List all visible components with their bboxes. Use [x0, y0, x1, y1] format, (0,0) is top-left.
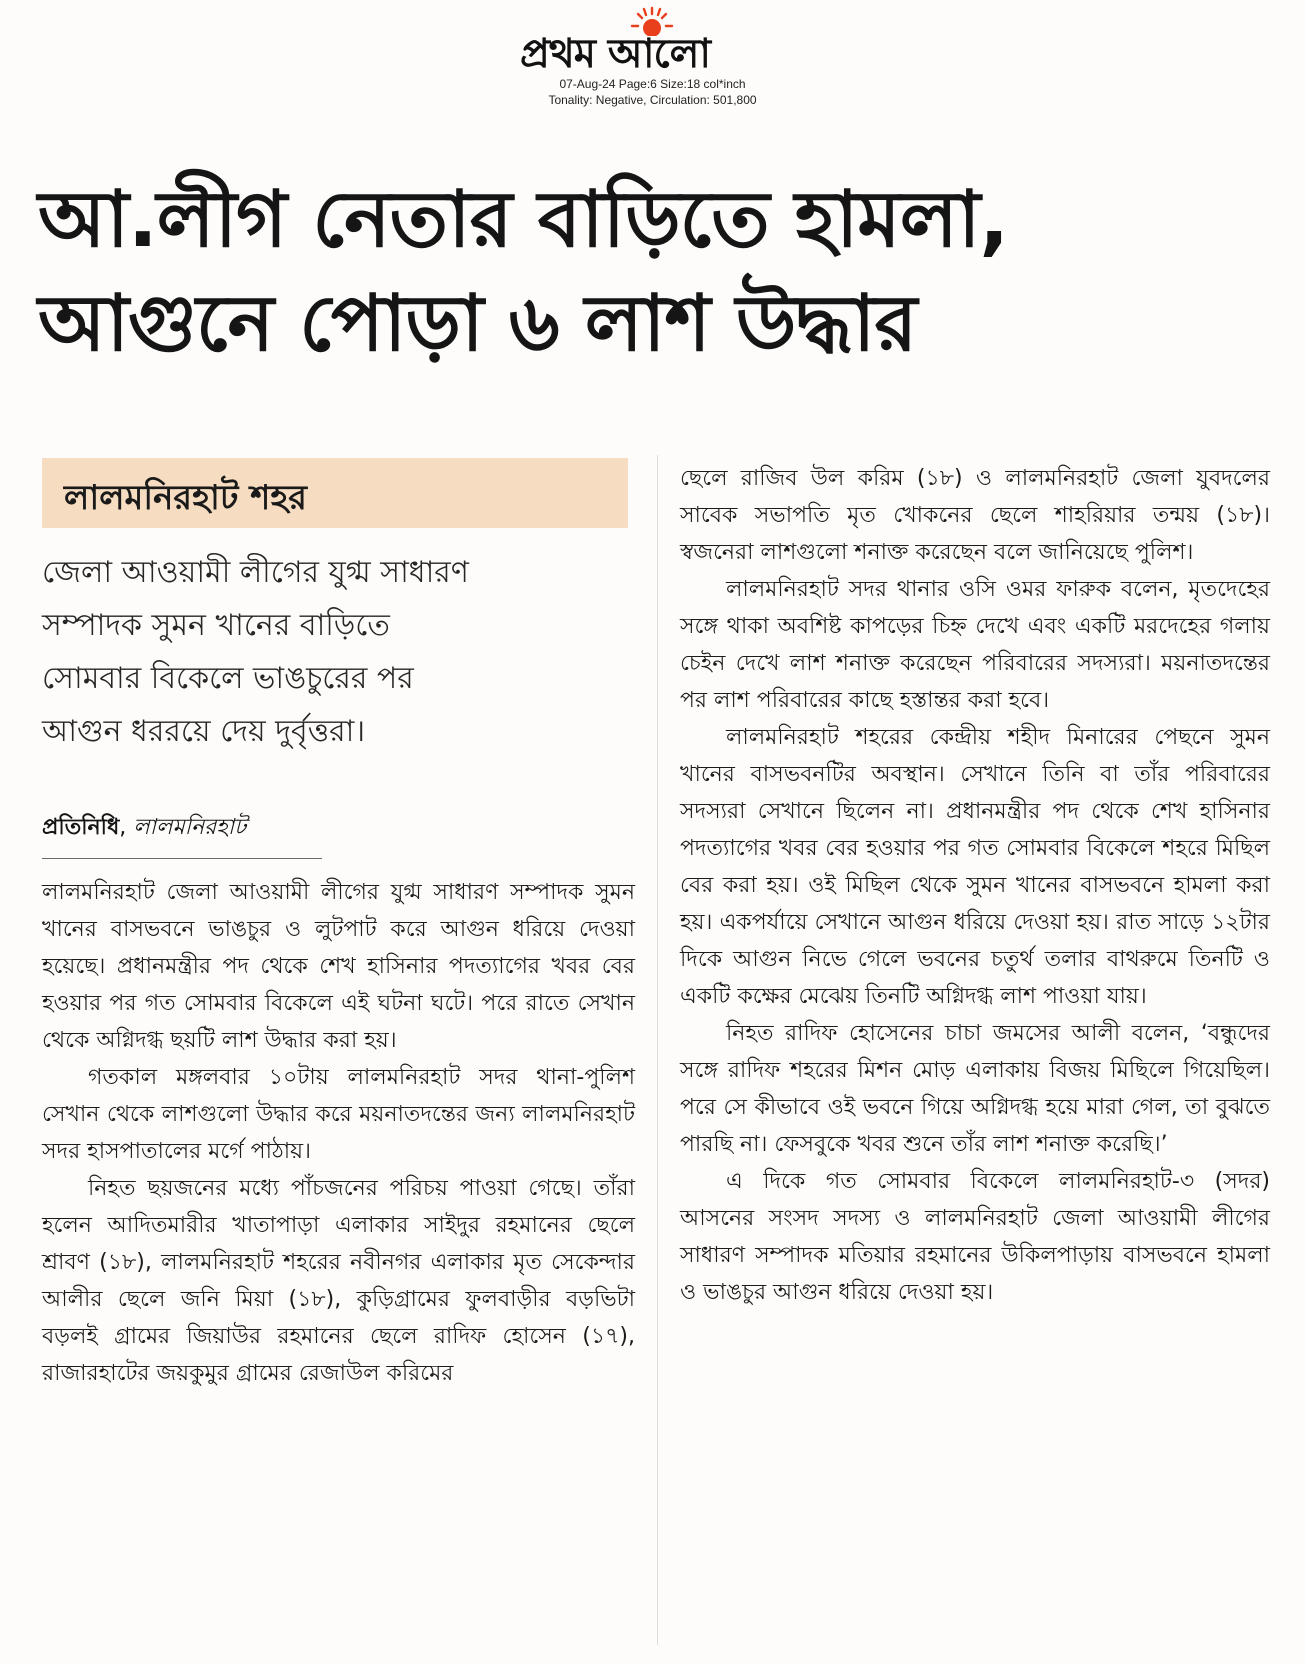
deck-line4: আগুন ধররয়ে দেয় দুর্বৃত্তরা।: [42, 714, 366, 749]
left-body-text: [42, 874, 635, 1392]
masthead: [0, 0, 1305, 110]
body-paragraph: গতকাল মঙ্গলবার ১০টায় লালমনিরহাট সদর থানা-পুলিশ সেখান থেকে লাশগুলো উদ্ধার করে ময়নাতদন্তের জন্য লালমনিরহাট সদর হাসপাতালের মর্গে পাঠায়।: [42, 1065, 635, 1164]
deck-line2: সম্পাদক সুমন খানের বাড়িতে: [42, 608, 390, 643]
logo-text: প্রথম আলো: [520, 30, 711, 77]
deck-line1: জেলা আওয়ামী লীগের যুগ্ম সাধারণ: [42, 555, 469, 590]
byline-role: প্রতিনিধি: [42, 815, 120, 840]
deck-line3: সোমবার বিকেলে ভাঙচুরের পর: [42, 661, 414, 696]
body-paragraph: লালমনিরহাট জেলা আওয়ামী লীগের যুগ্ম সাধারণ সম্পাদক সুমন খানের বাসভবনে ভাঙচুর ও লুটপাট করে আগুন ধরিয়ে দেওয়া হয়েছে। প্রধানমন্ত্রীর পদ থেকে শেখ হাসিনার পদত্যাগের খবর বের হওয়ার পর গত সোমবার বিকেলে এই ঘটনা ঘটে। পরে রাতে সেখান থেকে অগ্নিদগ্ধ ছয়টি লাশ উদ্ধার করা হয়।: [42, 880, 635, 1053]
column-divider: [657, 455, 658, 1645]
body-paragraph: ছেলে রাজিব উল করিম (১৮) ও লালমনিরহাট জেলা যুবদলের সাবেক সভাপতি মৃত খোকনের ছেলে শাহরিয়ার তন্ময় (১৮)। স্বজনেরা লাশগুলো শনাক্ত করেছেন বলে জানিয়েছে পুলিশ।: [680, 466, 1270, 565]
byline-place: লালমনিরহাট: [133, 815, 247, 840]
article-headline: [38, 168, 1268, 376]
clipping-meta-line2: Tonality: Negative, Circulation: 501,800: [548, 93, 757, 107]
body-paragraph: লালমনিরহাট শহরের কেন্দ্রীয় শহীদ মিনারের পেছনে সুমন খানের বাসভবনটির অবস্থান। সেখানে তিনি বা তাঁর পরিবারের সদস্যরা সেখানে ছিলেন না। প্রধানমন্ত্রীর পদ থেকে শেখ হাসিনার পদত্যাগের খবর বের হওয়ার পর গত সোমবার বিকেলে শহরে মিছিল বের করা হয়। ওই মিছিল থেকে সুমন খানের বাসভবনে হামলা করা হয়। একপর্যায়ে সেখানে আগুন ধরিয়ে দেওয়া হয়। রাত সাড়ে ১২টার দিকে আগুন নিভে গেলে ভবনের চতুর্থ তলার বাথরুমে তিনটি ও একটি কক্ষের মেঝেয় তিনটি অগ্নিদগ্ধ লাশ পাওয়া যায়।: [680, 725, 1270, 1009]
headline-line2: আগুনে পোড়া ৬ লাশ উদ্ধার: [38, 279, 917, 369]
byline: প্রতিনিধি, লালমনিরহাট: [42, 815, 247, 840]
body-paragraph: নিহত রাদিফ হোসেনের চাচা জমসের আলী বলেন, ‘বন্ধুদের সঙ্গে রাদিফ শহরের মিশন মোড় এলাকায় বিজয় মিছিলে গিয়েছিল। পরে সে কীভাবে ওই ভবনে গিয়ে অগ্নিদগ্ধ হয়ে মারা গেল, তা বুঝতে পারছি না। ফেসবুকে খবর শুনে তাঁর লাশ শনাক্ত করেছি।’: [680, 1021, 1270, 1157]
body-paragraph: লালমনিরহাট সদর থানার ওসি ওমর ফারুক বলেন, মৃতদেহের সঙ্গে থাকা অবশিষ্ট কাপড়ের চিহ্ন দেখে এবং একটি মরদেহের গলায় চেইন দেখে লাশ শনাক্ত করেছেন পরিবারের সদস্যরা। ময়নাতদন্তের পর লাশ পরিবারের কাছে হস্তান্তর করা হবে।: [680, 577, 1270, 713]
headline-line1: আ.লীগ নেতার বাড়িতে হামলা,: [38, 175, 1009, 265]
right-body-text: [680, 460, 1270, 1311]
article-deck: [42, 546, 635, 758]
body-paragraph: এ দিকে গত সোমবার বিকেলে লালমনিরহাট-৩ (সদর) আসনের সংসদ সদস্য ও লালমনিরহাট জেলা আওয়ামী লীগের সাধারণ সম্পাদক মতিয়ার রহমানের উকিলপাড়ায় বাসভবনে হামলা ও ভাঙচুর আগুন ধরিয়ে দেওয়া হয়।: [680, 1169, 1270, 1305]
byline-rule: [42, 858, 322, 859]
kicker-box: [42, 458, 628, 528]
clipping-meta-line1: 07-Aug-24 Page:6 Size:18 col*inch: [559, 77, 746, 91]
newspaper-logo: [520, 22, 785, 77]
kicker-label: লালমনিরহাট শহর: [64, 478, 307, 518]
body-paragraph: নিহত ছয়জনের মধ্যে পাঁচজনের পরিচয় পাওয়া গেছে। তাঁরা হলেন আদিতমারীর খাতাপাড়া এলাকার সাইদুর রহমানের ছেলে শ্রাবণ (১৮), লালমনিরহাট শহরের নবীনগর এলাকার মৃত সেকেন্দার আলীর ছেলে জনি মিয়া (১৮), কুড়িগ্রামের ফুলবাড়ীর বড়ভিটা বড়লই গ্রামের জিয়াউর রহমানের ছেলে রাদিফ হোসেন (১৭), রাজারহাটের জয়কুমুর গ্রামের রেজাউল করিমের: [42, 1176, 635, 1386]
